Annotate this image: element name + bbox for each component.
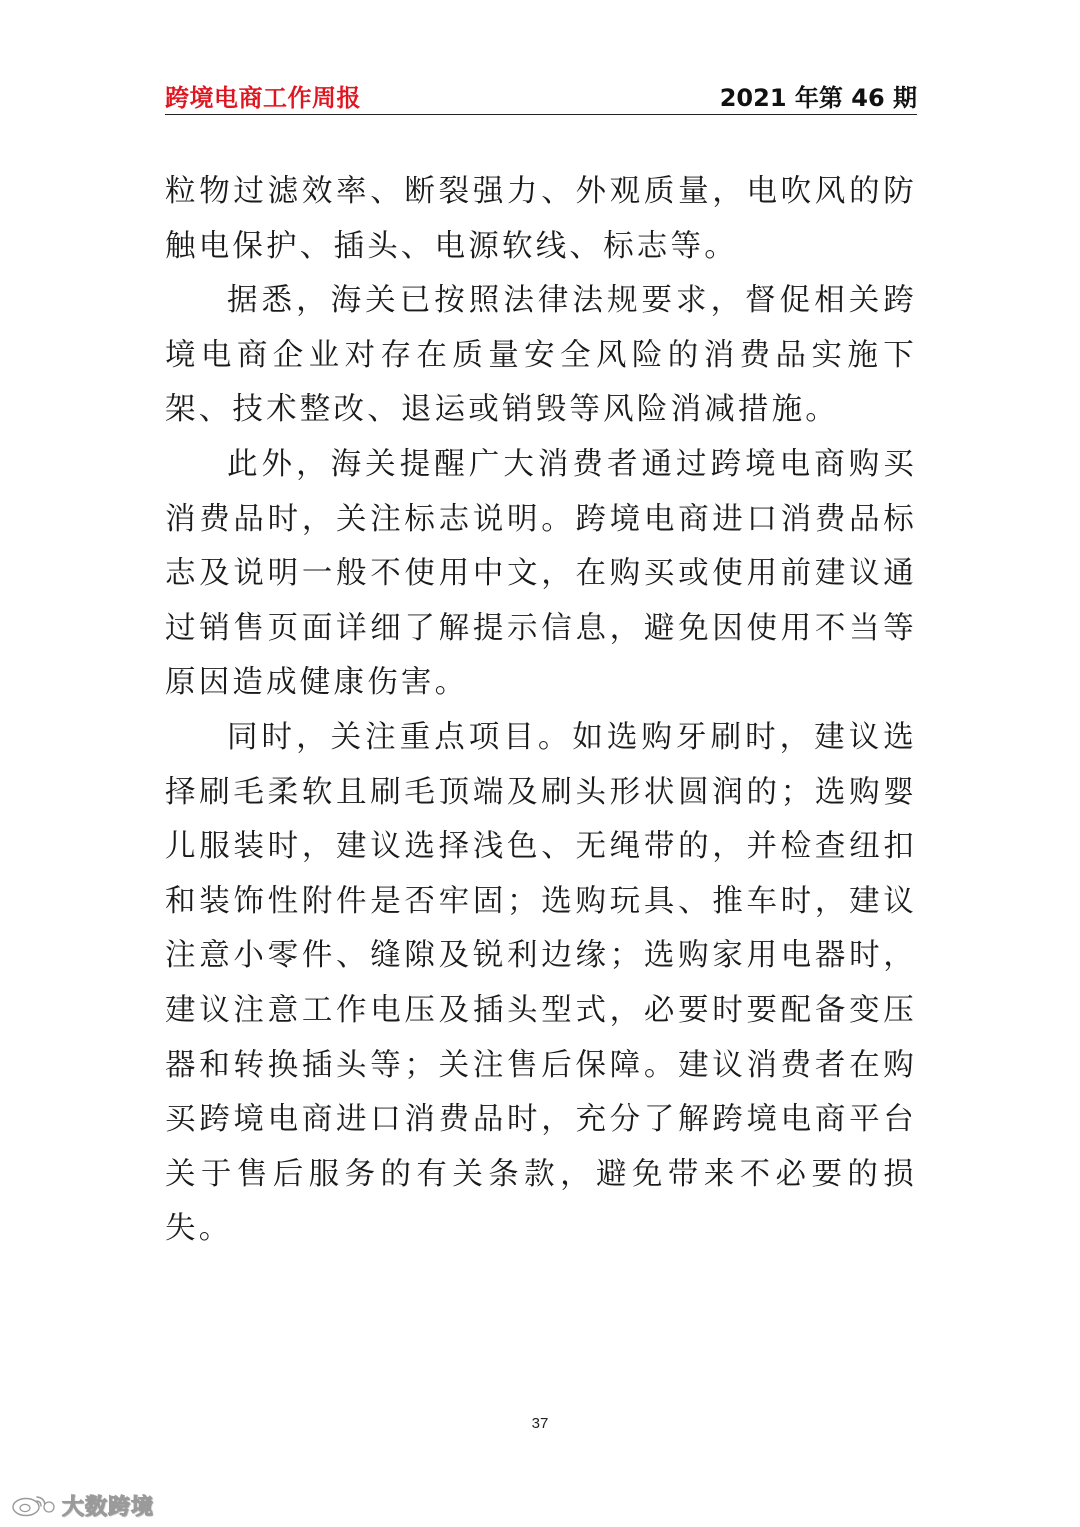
issue-number: 2021 年第 46 期	[719, 84, 917, 112]
paragraph: 同时，关注重点项目。如选购牙刷时，建议选择刷毛柔软且刷毛顶端及刷头形状圆润的；选购婴儿服装时，建议选择浅色、无绳带的，并检查纽扣和装饰性附件是否牢固；选购玩具、推车时，建议注意小零件、缝隙及锐利边缘；选购家用电器时，建议注意工作电压及插头型式，必要时要配备变压器和转换插头等；关注售后保障。建议消费者在购买跨境电商进口消费品时，充分了解跨境电商平台关于售后服务的有关条款，避免带来不必要的损失。	[165, 719, 917, 1247]
page-number: 37	[531, 1415, 549, 1432]
watermark	[10, 1490, 154, 1520]
page-header	[165, 76, 917, 115]
report-title: 跨境电商工作周报	[165, 84, 361, 112]
paragraph-continued: 粒物过滤效率、断裂强力、外观质量，电吹风的防触电保护、插头、电源软线、标志等。	[165, 174, 917, 264]
article-body	[165, 165, 917, 1257]
paragraph: 此外，海关提醒广大消费者通过跨境电商购买消费品时，关注标志说明。跨境电商进口消费品标志及说明一般不使用中文，在购买或使用前建议通过销售页面详细了解提示信息，避免因使用不当等原因造成健康伤害。	[165, 446, 917, 701]
paragraph: 据悉，海关已按照法律法规要求，督促相关跨境电商企业对存在质量安全风险的消费品实施下架、技术整改、退运或销毁等风险消减措施。	[165, 283, 917, 428]
watermark-text: 大数跨境	[62, 1494, 155, 1520]
weibo-logo-icon	[10, 1493, 56, 1517]
